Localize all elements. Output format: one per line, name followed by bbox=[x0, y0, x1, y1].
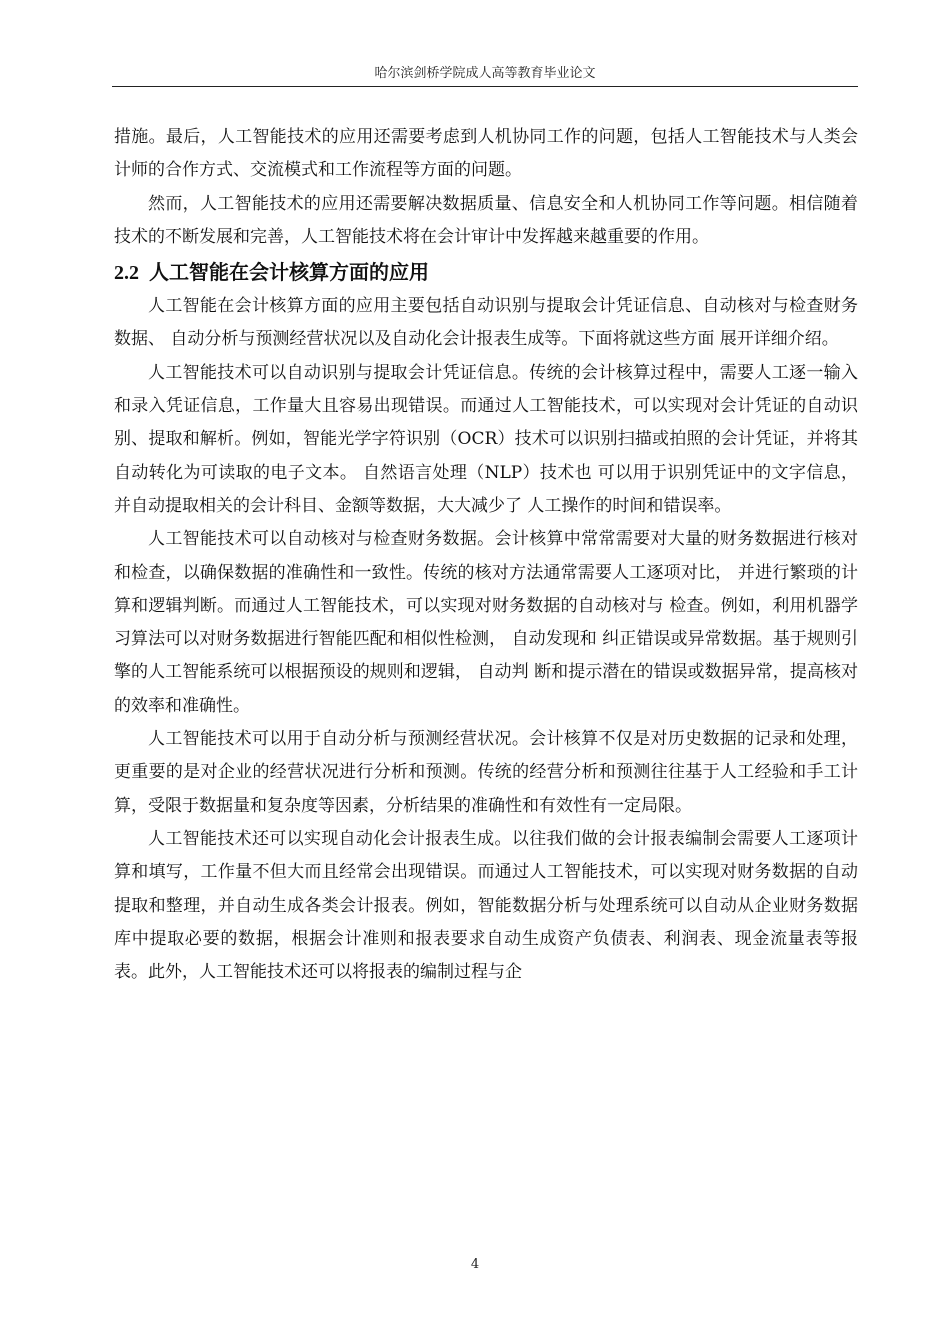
paragraph-continued: 措施。最后，人工智能技术的应用还需要考虑到人机协同工作的问题，包括人工智能技术与人类会计师的合作方式、交流模式和工作流程等方面的问题。 bbox=[114, 127, 858, 181]
page-number: 4 bbox=[470, 1257, 480, 1272]
section-heading bbox=[114, 254, 858, 290]
paragraph-summary: 然而，人工智能技术的应用还需要解决数据质量、信息安全和人机协同工作等问题。相信随着技术的不断发展和完善，人工智能技术将在会计审计中发挥越来越重要的作用。 bbox=[114, 193, 858, 247]
section-number: 2.2 bbox=[114, 262, 139, 285]
ocr-nlp-paragraph: 人工智能技术可以自动识别与提取会计凭证信息。传统的会计核算过程中，需要人工逐一输入和录入凭证信息，工作量大且容易出现错误。而通过人工智能技术，可以实现对会计凭证的自动识别、提取和解析。例如，智能光学字符识别（OCR）技术可以识别扫描或拍照的会计凭证，并将其自动转化为可读取的电子文本。 自然语言处理（NLP）技术也 可以用于识别凭证中的文字信息，并自动提取相关的会计科目、金额等数据，大大减少了 人工操作的时间和错误率。 bbox=[114, 362, 858, 516]
page-header: 哈尔滨剑桥学院成人高等教育毕业论文 bbox=[112, 62, 858, 87]
analysis-forecast-paragraph: 人工智能技术可以用于自动分析与预测经营状况。会计核算不仅是对历史数据的记录和处理，更重要的是对企业的经营状况进行分析和预测。传统的经营分析和预测往往基于人工经验和手工计算，受限于数据量和复杂度等因素，分析结果的准确性和有效性有一定局限。 bbox=[114, 729, 858, 816]
section-intro-paragraph: 人工智能在会计核算方面的应用主要包括自动识别与提取会计凭证信息、自动核对与检查财务数据、 自动分析与预测经营状况以及自动化会计报表生成等。下面将就这些方面 展开详细介绍。 bbox=[114, 296, 858, 350]
report-generation-paragraph: 人工智能技术还可以实现自动化会计报表生成。以往我们做的会计报表编制会需要人工逐项计算和填写，工作量不但大而且经常会出现错误。而通过人工智能技术，可以实现对财务数据的自动提取和整理，并自动生成各类会计报表。例如，智能数据分析与处理系统可以自动从企业财务数据库中提取必要的数据，根据会计准则和报表要求自动生成资产负债表、利润表、现金流量表等报表。此外，人工智能技术还可以将报表的编制过程与企 bbox=[114, 828, 858, 983]
data-verification-paragraph: 人工智能技术可以自动核对与检查财务数据。会计核算中常常需要对大量的财务数据进行核对和检查，以确保数据的准确性和一致性。传统的核对方法通常需要人工逐项对比， 并进行繁琐的计算和逻辑判断。而通过人工智能技术，可以实现对财务数据的自动核对与 检查。例如，利用机器学习算法可以对财务数据进行智能匹配和相似性检测， 自动发现和 纠正错误或异常数据。基于规则引擎的人工智能系统可以根据预设的规则和逻辑， 自动判 断和提示潜在的错误或数据异常，提高核对的效率和准确性。 bbox=[114, 529, 858, 716]
body-text bbox=[114, 121, 858, 989]
section-title: 人工智能在会计核算方面的应用 bbox=[149, 260, 429, 285]
